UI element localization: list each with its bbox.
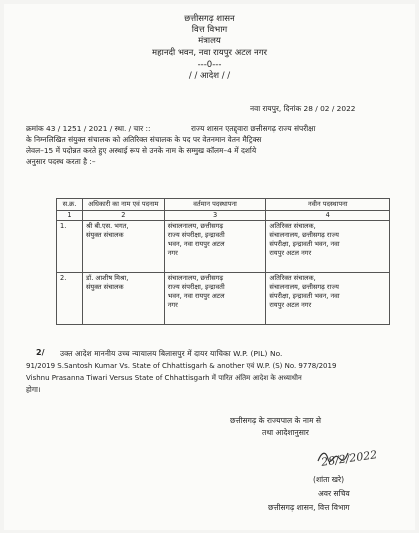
row-current-posting (164, 273, 266, 325)
header-new: नवीन पदस्थापना (266, 199, 390, 211)
header-current: वर्तमान पदस्थापना (164, 199, 266, 211)
cell-line: नगर (167, 301, 178, 309)
officer-name: श्री बी.एस. भगत, (85, 222, 129, 230)
table-row (57, 221, 390, 273)
cell-line: नगर (167, 249, 178, 257)
cell-line: अतिरिक्त संचालक, (269, 222, 316, 230)
cell-line: संचालनालय, छत्तीसगढ़ राज्य (269, 283, 339, 291)
para2-line-3: Vishnu Prasanna Tiwari Versus State of Chhattisgarh में पारित अंतिम आदेश के अध्याधीन (26, 374, 302, 382)
para2-number: 2/ (36, 348, 45, 357)
col-number: 3 (164, 211, 266, 221)
cell-line: अतिरिक्त संचालक, (269, 274, 316, 282)
row-officer (82, 221, 164, 273)
col-number: 2 (82, 211, 164, 221)
cell-line: रायपुर अटल नगर (269, 301, 312, 309)
cell-line: रायपुर अटल नगर (269, 249, 312, 257)
table-row (57, 273, 390, 325)
table-header-row (57, 199, 390, 211)
cell-line: संचालनालय, छत्तीसगढ़ राज्य (269, 231, 339, 239)
intro-line-4: अनुसार पदस्थ करता है :– (26, 157, 96, 166)
header-govt: छत्तीसगढ़ शासन (184, 14, 235, 24)
para2-line-1: उक्त आदेश माननीय उच्च न्यायालय बिलासपुर में दायर याचिका W.P. (PIL) No. (60, 349, 283, 358)
table-number-row (57, 211, 390, 221)
header-order-title: / / आदेश / / (188, 71, 231, 81)
row-current-posting (164, 221, 266, 273)
signer-designation: अवर सचिव (318, 489, 350, 498)
closing-governor: छत्तीसगढ़ के राज्यपाल के नाम से (230, 416, 322, 425)
cell-line: संचालनालय, छत्तीसगढ़ (167, 222, 224, 230)
signer-name: (शांता खरे) (313, 475, 345, 484)
cell-line: राज्य संपरीक्षा, इन्द्रावती (167, 283, 225, 291)
order-number: क्रमांक 43 / 1251 / 2021 / स्था. / चार :: (26, 124, 151, 133)
officer-name: डॉ. आशीष मिश्रा, (85, 274, 129, 282)
row-sno: 2. (57, 273, 83, 325)
header-name: अधिकारी का नाम एवं पदनाम (82, 199, 164, 211)
intro-line-1: राज्य शासन एतद्द्वारा छत्तीसगढ़ राज्य संपरीक्षा (191, 124, 316, 133)
row-sno: 1. (57, 221, 83, 273)
dateline: नवा रायपुर, दिनांक 28 / 02 / 2022 (250, 104, 356, 113)
signature-scribble-icon (316, 447, 350, 467)
cell-line: राज्य संपरीक्षा, इन्द्रावती (167, 231, 225, 239)
header-dept: वित्त विभाग (191, 25, 228, 35)
cell-line: संचालनालय, छत्तीसगढ़ (167, 274, 224, 282)
officer-designation: संयुक्त संचालक (85, 231, 124, 239)
para2-line-2: 91/2019 S.Santosh Kumar Vs. State of Chhattisgarh & another एवं W.P. (S) No. 9778/2019 (26, 362, 337, 370)
header-office: मंत्रालय (198, 36, 221, 46)
header-dashes: ---0--- (197, 60, 222, 70)
para2-line-4: होगा। (26, 385, 41, 394)
handwritten-signature: 28/2/2022 (320, 448, 379, 469)
closing-order: तथा आदेशानुसार (262, 428, 309, 437)
row-officer (82, 273, 164, 325)
signer-org: छत्तीसगढ़ शासन, वित्त विभाग (268, 503, 350, 512)
intro-line-3: लेवल–15 में पदोन्नत करते हुए अस्थाई रूप से उनके नाम के सम्मुख कॉलम–4 में दर्शाये (26, 146, 257, 155)
cell-line: भवन, नवा रायपुर अटल (167, 240, 225, 248)
row-new-posting (266, 221, 390, 273)
officer-designation: संयुक्त संचालक (85, 283, 124, 291)
cell-line: संपरीक्षा, इन्द्रावती भवन, नवा (269, 240, 340, 248)
col-number: 1 (57, 211, 83, 221)
intro-line-2: के निम्नलिखित संयुक्त संचालक को अतिरिक्त संचालक के पद पर वेतनमान वेतन मैट्रिक्स (26, 135, 262, 144)
header-sno: स.क्र. (57, 199, 83, 211)
cell-line: भवन, नवा रायपुर अटल (167, 292, 225, 300)
posting-table (56, 198, 390, 325)
cell-line: संपरीक्षा, इन्द्रावती भवन, नवा (269, 292, 340, 300)
row-new-posting (266, 273, 390, 325)
col-number: 4 (266, 211, 390, 221)
header-address: महानदी भवन, नवा रायपुर अटल नगर (152, 48, 267, 58)
